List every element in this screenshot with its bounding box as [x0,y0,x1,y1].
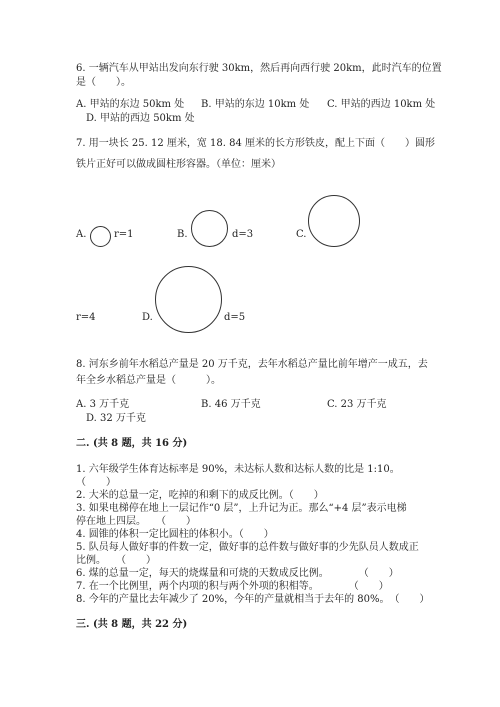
q6-option-a: A. 甲站的东边 50km 处 [76,99,185,110]
q8-option-a: A. 3 万千克 [76,399,130,410]
circle-c [308,195,360,247]
q7-option-d-letter: D. [142,312,153,323]
circle-b [191,210,228,247]
circle-a [90,226,111,247]
s2-item1-line1: 1. 六年级学生体育达标率是 90%，未达标人数和达标人数的比是 1:10。 [76,464,400,475]
q8-stem-line1: 8. 河东乡前年水稻总产量是 20 万千克，去年水稻总产量比前年增产一成五，去 [76,359,428,370]
q6-option-c: C. 甲站的西边 10km 处 [327,99,436,110]
q7-stem-line1: 7. 用一块长 25. 12 厘米，宽 18. 84 厘米的长方形铁皮，配上下面（ ）圆形 [76,138,436,149]
q7-stem-line2: 铁片正好可以做成圆柱形容器。（单位：厘米） [76,159,281,170]
circle-d [155,266,222,333]
s2-item5-line1: 5. 队员每人做好事的件数一定，做好事的总件数与做好事的少先队员人数成正 [76,542,419,553]
q6-option-b: B. 甲站的东边 10km 处 [201,99,310,110]
s2-item8: 8. 今年的产量比去年减少了 20%，今年的产量就相当于去年的 80%。 （ ） [76,594,430,605]
q6-stem-line1: 6. 一辆汽车从甲站出发向东行驶 30km，然后再向西行驶 20km，此时汽车的位置 [76,63,442,74]
s2-item3-line1: 3. 如果电梯停在地上一层记作“0 层”，上升记为正。那么“+4 层”表示电梯 [76,503,407,514]
section3-heading: 三. (共 8 题，共 22 分) [76,619,188,630]
s2-item1-line2: （ ） [76,477,116,488]
q8-option-d: D. 32 万千克 [86,413,146,424]
q7-option-b-letter: B. [177,229,188,240]
s2-item2: 2. 大米的总量一定，吃掉的和剩下的成反比例。（ ） [76,490,324,501]
q8-option-b: B. 46 万千克 [201,399,261,410]
q7-option-d-prelabel: r=4 [76,312,96,323]
q7-option-d-label: d=5 [224,312,246,323]
s2-item3-line2: 停在地上四层。 （ ） [76,516,196,527]
s2-item4: 4. 圆锥的体积一定比圆柱的体积小。（ ） [76,529,274,540]
q8-stem-line2: 年全乡水稻总产量是（ ）。 [76,375,221,386]
q7-option-a-letter: A. [76,229,87,240]
q7-option-c-letter: C. [296,229,307,240]
q7-option-b-label: d=3 [232,229,254,240]
q7-option-a-label: r=1 [114,229,134,240]
s2-item5-line2: 比例。 （ ） [76,555,156,566]
q6-stem-line2: 是（ ）。 [76,77,131,88]
s2-item6: 6. 煤的总量一定，每天的烧煤量和可烧的天数成反比例。 （ ） [76,568,399,579]
q6-option-d: D. 甲站的西边 50km 处 [86,113,195,124]
section2-heading: 二. (共 8 题，共 16 分) [76,438,188,449]
q8-option-c: C. 23 万千克 [327,399,387,410]
s2-item7: 7. 在一个比例里，两个内项的积与两个外项的积相等。 （ ） [76,581,389,592]
